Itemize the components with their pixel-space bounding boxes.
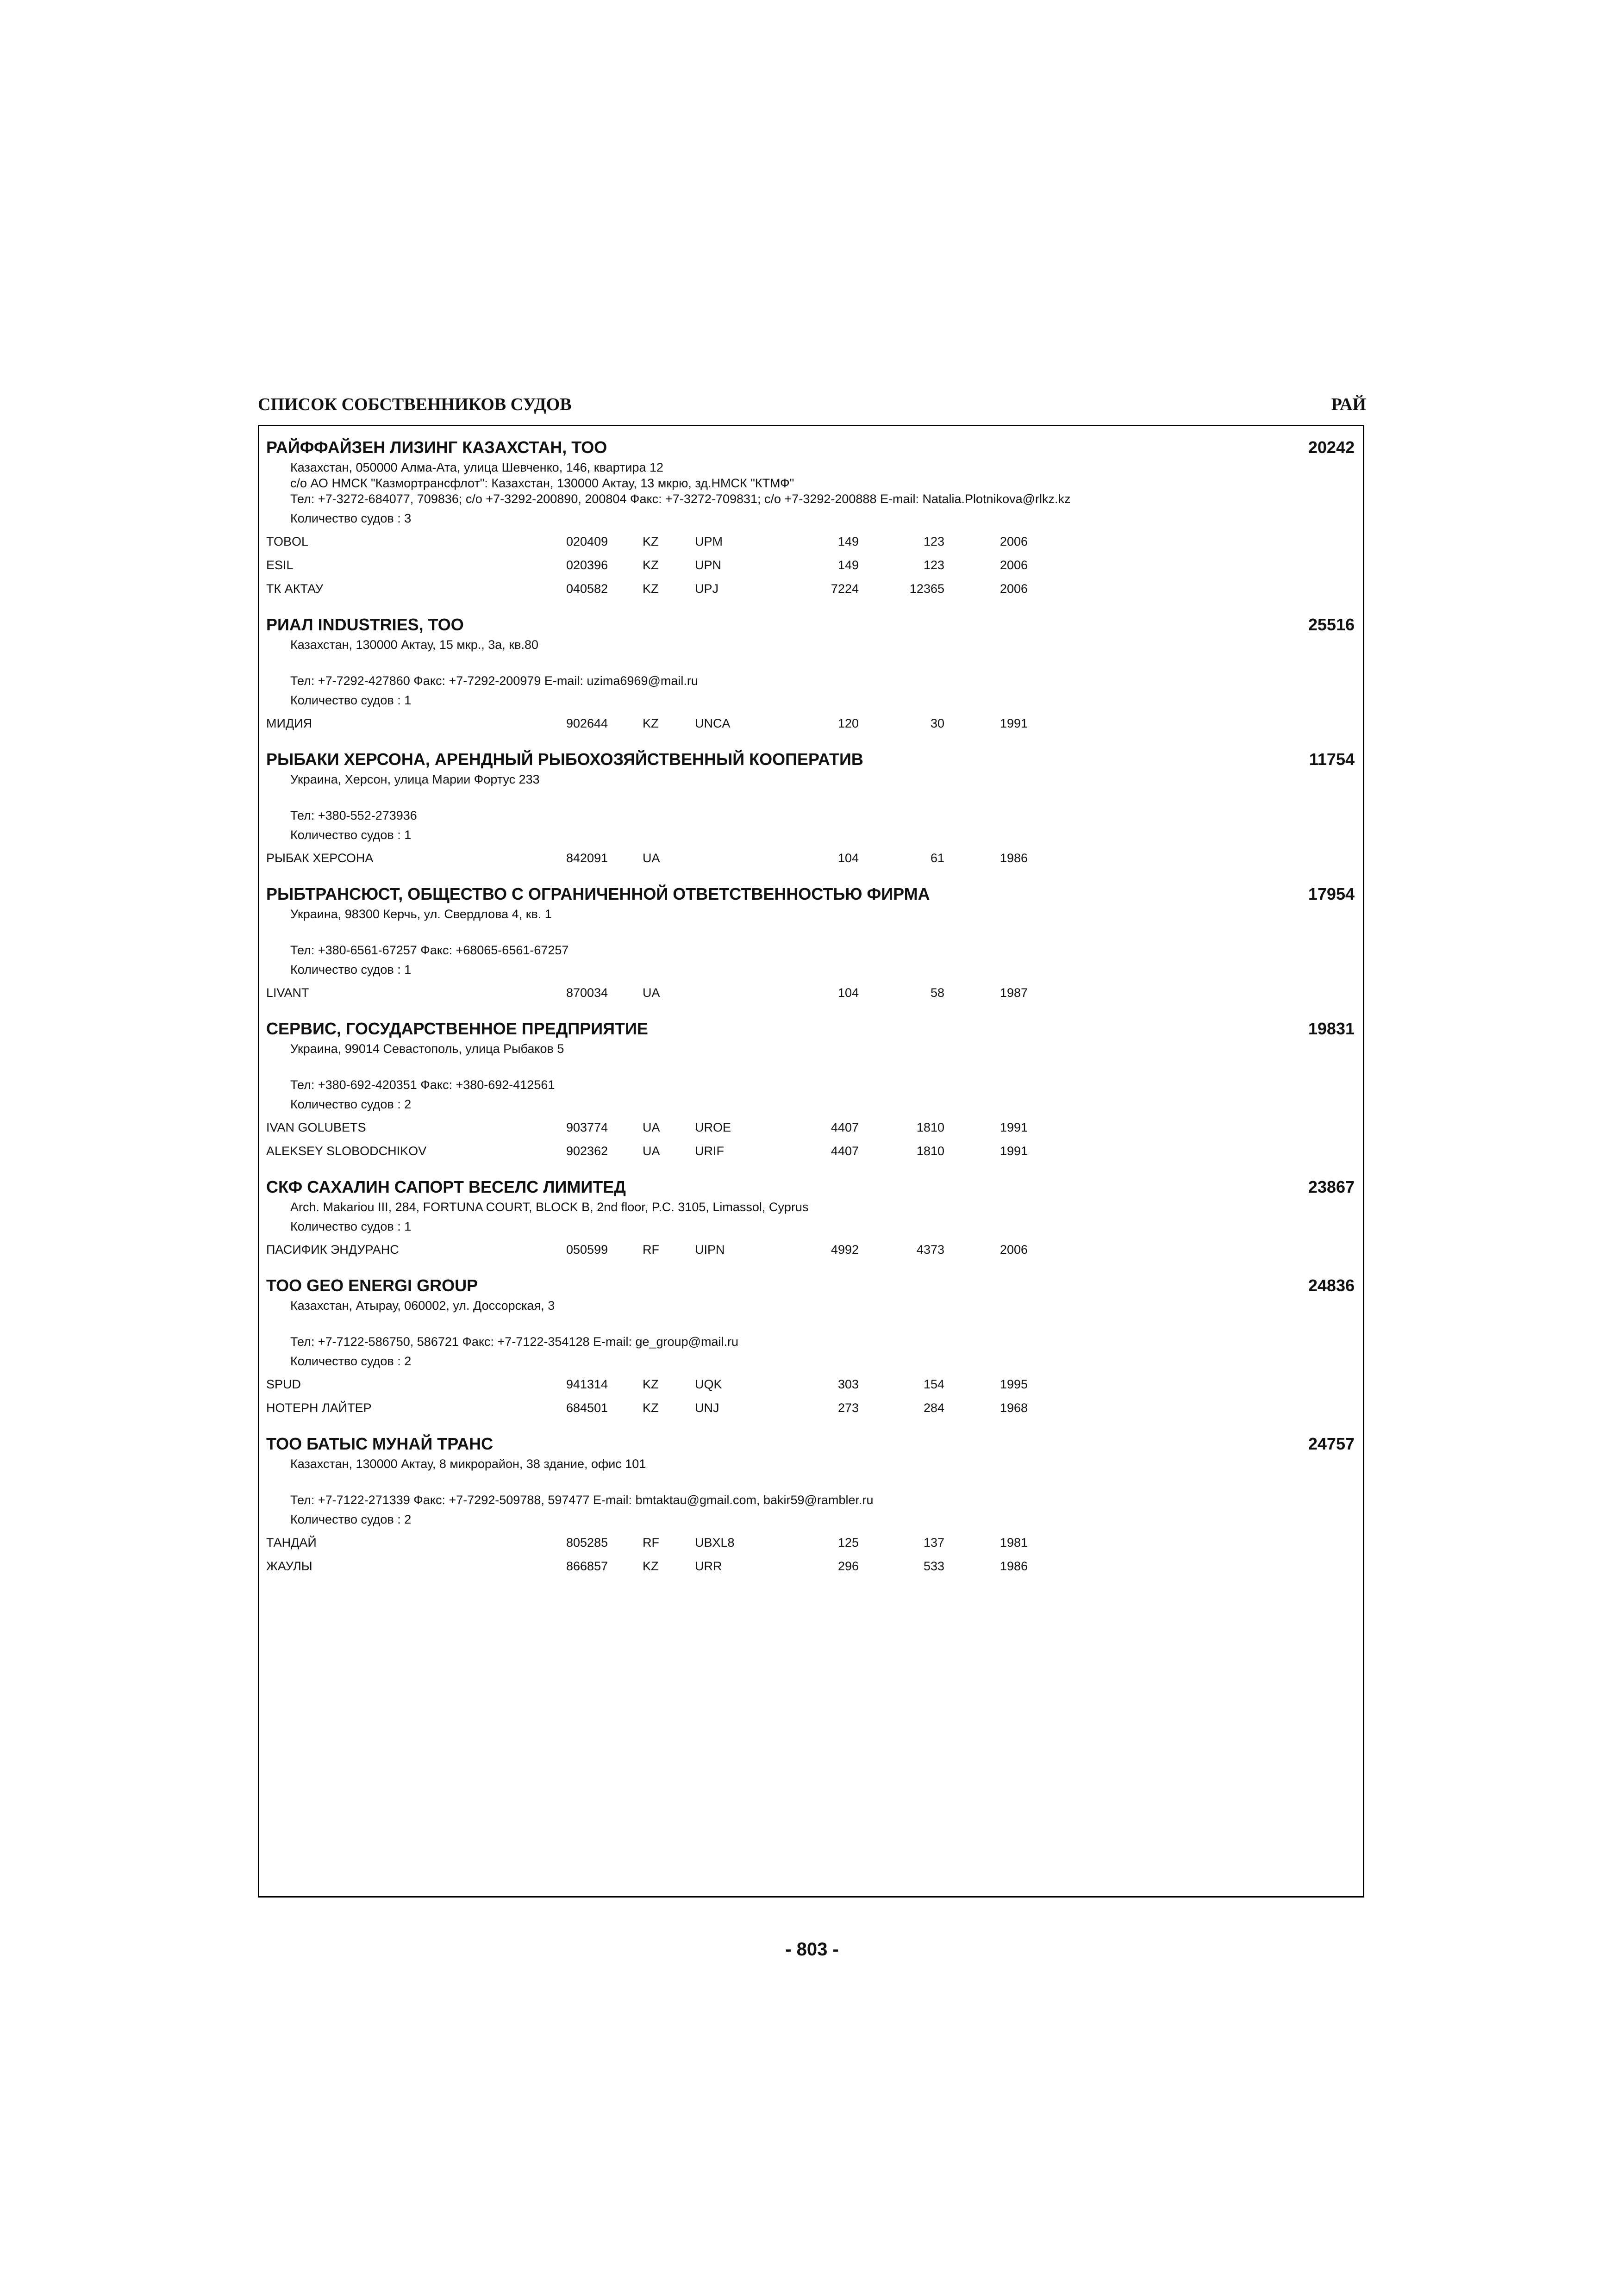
vessel-call-sign: UNCA xyxy=(695,716,731,730)
owner-id: 19831 xyxy=(1308,1019,1355,1038)
page-header xyxy=(258,394,1366,422)
vessel-name: ЖАУЛЫ xyxy=(266,1559,312,1573)
vessel-build-year: 1991 xyxy=(1000,1120,1028,1134)
vessel-reg-number: 941314 xyxy=(566,1377,608,1391)
vessel-deadweight: 137 xyxy=(923,1536,944,1549)
vessel-name: ESIL xyxy=(266,558,294,572)
entry-separator xyxy=(266,739,1355,749)
vessel-reg-number: 903774 xyxy=(566,1120,608,1134)
vessel-deadweight: 154 xyxy=(923,1377,944,1391)
vessel-call-sign: UNJ xyxy=(695,1401,719,1415)
vessel-row xyxy=(266,534,1355,557)
vessel-name: ТАНДАЙ xyxy=(266,1536,317,1549)
owner-id: 11754 xyxy=(1309,750,1355,769)
vessel-row xyxy=(266,1143,1355,1167)
vessel-row xyxy=(266,557,1355,581)
vessel-build-year: 1995 xyxy=(1000,1377,1028,1391)
vessel-row xyxy=(266,1558,1355,1582)
vessel-gross-tonnage: 4407 xyxy=(831,1120,859,1134)
vessel-build-year: 2006 xyxy=(1000,582,1028,596)
vessel-call-sign: URIF xyxy=(695,1144,724,1158)
vessel-name: ALEKSEY SLOBODCHIKOV xyxy=(266,1144,427,1158)
owner-contacts: Тел: +7-7122-586750, 586721 Факс: +7-7122-354128 E-mail: ge_group@mail.ru xyxy=(290,1335,739,1349)
vessel-count: Количество судов : 2 xyxy=(290,1354,412,1368)
vessel-flag: KZ xyxy=(643,582,659,596)
vessel-name: SPUD xyxy=(266,1377,301,1391)
vessel-gross-tonnage: 273 xyxy=(837,1401,859,1415)
vessel-gross-tonnage: 120 xyxy=(837,716,859,730)
vessel-row xyxy=(266,581,1355,604)
owner-address: Украина, 99014 Севастополь, улица Рыбаков 5 xyxy=(290,1042,564,1056)
vessel-reg-number: 805285 xyxy=(566,1536,608,1549)
owner-list xyxy=(266,437,1355,1582)
vessel-deadweight: 1810 xyxy=(916,1144,944,1158)
vessel-name: МИДИЯ xyxy=(266,716,312,730)
entry-separator xyxy=(266,874,1355,884)
owner-entry xyxy=(266,1019,1355,1167)
vessel-reg-number: 866857 xyxy=(566,1559,608,1573)
vessel-reg-number: 870034 xyxy=(566,986,608,1000)
vessel-call-sign: UPJ xyxy=(695,582,719,596)
owner-id: 24836 xyxy=(1308,1276,1355,1295)
entry-separator xyxy=(266,1167,1355,1177)
vessel-count: Количество судов : 1 xyxy=(290,828,412,842)
owner-name: ТОО БАТЫС МУНАЙ ТРАНС xyxy=(266,1434,493,1453)
owner-address: с/о АО НМСК "Казмортрансфлот": Казахстан, 130000 Актау, 13 мкрю, зд.НМСК "КТМФ" xyxy=(290,476,794,490)
vessel-build-year: 1987 xyxy=(1000,986,1028,1000)
owner-contacts: Тел: +7-7292-427860 Факс: +7-7292-200979 E-mail: uzima6969@mail.ru xyxy=(290,674,698,688)
vessel-deadweight: 284 xyxy=(923,1401,944,1415)
vessel-name: TOBOL xyxy=(266,535,309,548)
vessel-gross-tonnage: 296 xyxy=(837,1559,859,1573)
vessel-gross-tonnage: 4992 xyxy=(831,1243,859,1257)
vessel-gross-tonnage: 104 xyxy=(837,986,859,1000)
vessel-reg-number: 020396 xyxy=(566,558,608,572)
vessel-count: Количество судов : 2 xyxy=(290,1097,412,1111)
owner-contacts: Тел: +380-6561-67257 Факс: +68065-6561-67257 xyxy=(290,943,569,957)
owner-name: СЕРВИС, ГОСУДАРСТВЕННОЕ ПРЕДПРИЯТИЕ xyxy=(266,1019,648,1038)
vessel-deadweight: 1810 xyxy=(916,1120,944,1134)
owner-contacts: Тел: +380-692-420351 Факс: +380-692-412561 xyxy=(290,1078,555,1092)
owner-id: 20242 xyxy=(1308,438,1355,457)
owner-address: Arch. Makariou III, 284, FORTUNA COURT, BLOCK B, 2nd floor, P.C. 3105, Limassol, Cyprus xyxy=(290,1200,809,1214)
owner-name: РИАЛ INDUSTRIES, ТОО xyxy=(266,615,464,634)
vessel-reg-number: 842091 xyxy=(566,851,608,865)
vessel-count: Количество судов : 1 xyxy=(290,693,412,707)
entry-separator xyxy=(266,604,1355,615)
vessel-row xyxy=(266,850,1355,874)
vessel-count: Количество судов : 1 xyxy=(290,963,412,977)
vessel-reg-number: 902644 xyxy=(566,716,608,730)
owner-id: 25516 xyxy=(1308,615,1355,634)
vessel-build-year: 2006 xyxy=(1000,1243,1028,1257)
owner-entry xyxy=(266,749,1355,874)
vessel-deadweight: 4373 xyxy=(916,1243,944,1257)
vessel-call-sign: UIPN xyxy=(695,1243,725,1257)
vessel-deadweight: 12365 xyxy=(909,582,944,596)
owner-entry xyxy=(266,437,1355,604)
vessel-deadweight: 30 xyxy=(930,716,944,730)
vessel-row xyxy=(266,985,1355,1008)
vessel-build-year: 1991 xyxy=(1000,1144,1028,1158)
vessel-build-year: 1968 xyxy=(1000,1401,1028,1415)
owner-entry xyxy=(266,1276,1355,1424)
vessel-name: LIVANT xyxy=(266,986,309,1000)
owner-id: 17954 xyxy=(1308,884,1355,903)
vessel-count: Количество судов : 1 xyxy=(290,1220,412,1233)
vessel-reg-number: 902362 xyxy=(566,1144,608,1158)
vessel-row xyxy=(266,1242,1355,1265)
vessel-reg-number: 020409 xyxy=(566,535,608,548)
vessel-call-sign: UPN xyxy=(695,558,722,572)
vessel-reg-number: 050599 xyxy=(566,1243,608,1257)
vessel-deadweight: 61 xyxy=(930,851,944,865)
vessel-build-year: 1986 xyxy=(1000,1559,1028,1573)
vessel-flag: KZ xyxy=(643,535,659,548)
owner-id: 24757 xyxy=(1308,1434,1355,1453)
owner-contacts: Тел: +7-7122-271339 Факс: +7-7292-509788, 597477 E-mail: bmtaktau@gmail.com, bakir59@rambler.ru xyxy=(290,1493,874,1507)
vessel-flag: KZ xyxy=(643,1559,659,1573)
vessel-call-sign: UROE xyxy=(695,1120,731,1134)
vessel-build-year: 1991 xyxy=(1000,716,1028,730)
page-number: - 803 - xyxy=(785,1939,839,1960)
owner-address: Казахстан, 130000 Актау, 8 микрорайон, 38 здание, офис 101 xyxy=(290,1457,646,1471)
vessel-name: ТК АКТАУ xyxy=(266,582,324,596)
vessel-row xyxy=(266,1376,1355,1400)
vessel-name: РЫБАК ХЕРСОНА xyxy=(266,851,374,865)
vessel-flag: KZ xyxy=(643,558,659,572)
vessel-row xyxy=(266,1400,1355,1424)
vessel-row xyxy=(266,1120,1355,1143)
vessel-row xyxy=(266,1535,1355,1558)
vessel-call-sign: UBXL8 xyxy=(695,1536,735,1549)
vessel-build-year: 2006 xyxy=(1000,535,1028,548)
running-title: СПИСОК СОБСТВЕННИКОВ СУДОВ xyxy=(258,395,572,414)
vessel-flag: KZ xyxy=(643,1401,659,1415)
vessel-build-year: 2006 xyxy=(1000,558,1028,572)
running-index: РАЙ xyxy=(1331,395,1366,414)
owner-name: РЫБАКИ ХЕРСОНА, АРЕНДНЫЙ РЫБОХОЗЯЙСТВЕННЫЙ КООПЕРАТИВ xyxy=(266,750,863,769)
vessel-flag: RF xyxy=(643,1243,659,1257)
register-frame xyxy=(258,425,1364,1898)
vessel-count: Количество судов : 3 xyxy=(290,511,412,525)
owner-entry xyxy=(266,615,1355,739)
owner-entry xyxy=(266,1434,1355,1582)
owner-contacts: Тел: +380-552-273936 xyxy=(290,809,417,822)
vessel-flag: UA xyxy=(643,1120,660,1134)
vessel-gross-tonnage: 303 xyxy=(837,1377,859,1391)
vessel-gross-tonnage: 104 xyxy=(837,851,859,865)
owner-address: Казахстан, Атырау, 060002, ул. Досcорская, 3 xyxy=(290,1299,555,1313)
vessel-name: ПАСИФИК ЭНДУРАНС xyxy=(266,1243,399,1257)
owner-address: Украина, 98300 Керчь, ул. Свердлова 4, кв. 1 xyxy=(290,907,552,921)
vessel-gross-tonnage: 149 xyxy=(837,535,859,548)
vessel-row xyxy=(266,716,1355,739)
owner-entry xyxy=(266,1177,1355,1265)
vessel-flag: RF xyxy=(643,1536,659,1549)
vessel-deadweight: 58 xyxy=(930,986,944,1000)
entry-separator xyxy=(266,1265,1355,1276)
vessel-count: Количество судов : 2 xyxy=(290,1512,412,1526)
vessel-flag: KZ xyxy=(643,716,659,730)
vessel-gross-tonnage: 149 xyxy=(837,558,859,572)
vessel-flag: UA xyxy=(643,851,660,865)
owner-name: РЫБТРАНСЮСТ, ОБЩЕСТВО С ОГРАНИЧЕННОЙ ОТВЕТСТВЕННОСТЬЮ ФИРМА xyxy=(266,884,930,903)
entry-separator xyxy=(266,1008,1355,1019)
vessel-name: IVAN GOLUBETS xyxy=(266,1120,366,1134)
vessel-reg-number: 684501 xyxy=(566,1401,608,1415)
vessel-flag: UA xyxy=(643,986,660,1000)
owner-entry xyxy=(266,884,1355,1008)
owner-contacts: Тел: +7-3272-684077, 709836; с/о +7-3292-200890, 200804 Факс: +7-3272-709831; с/о +7-3292-200888 E-mail: Natalia.Plotnikova@rlkz.kz xyxy=(290,492,1071,506)
vessel-name: НОТЕРН ЛАЙТЕР xyxy=(266,1401,372,1415)
owner-id: 23867 xyxy=(1308,1177,1355,1196)
vessel-call-sign: URR xyxy=(695,1559,722,1573)
entry-separator xyxy=(266,1424,1355,1434)
vessel-deadweight: 123 xyxy=(923,558,944,572)
vessel-build-year: 1986 xyxy=(1000,851,1028,865)
vessel-deadweight: 533 xyxy=(923,1559,944,1573)
vessel-reg-number: 040582 xyxy=(566,582,608,596)
owner-address: Казахстан, 130000 Актау, 15 мкр., 3а, кв.80 xyxy=(290,638,538,652)
owner-name: ТОО GEO ENERGI GROUP xyxy=(266,1276,478,1295)
owner-address: Казахстан, 050000 Алма-Ата, улица Шевченко, 146, квартира 12 xyxy=(290,460,664,474)
vessel-gross-tonnage: 7224 xyxy=(831,582,859,596)
owner-address: Украина, Херсон, улица Марии Фортус 233 xyxy=(290,772,540,786)
vessel-deadweight: 123 xyxy=(923,535,944,548)
owner-name: СКФ САХАЛИН САПОРТ ВЕСЕЛС ЛИМИТЕД xyxy=(266,1177,626,1196)
vessel-build-year: 1981 xyxy=(1000,1536,1028,1549)
vessel-gross-tonnage: 4407 xyxy=(831,1144,859,1158)
vessel-flag: UA xyxy=(643,1144,660,1158)
owner-name: РАЙФФАЙЗЕН ЛИЗИНГ КАЗАХСТАН, ТОО xyxy=(266,438,607,457)
vessel-gross-tonnage: 125 xyxy=(837,1536,859,1549)
vessel-call-sign: UPM xyxy=(695,535,723,548)
vessel-call-sign: UQK xyxy=(695,1377,722,1391)
vessel-flag: KZ xyxy=(643,1377,659,1391)
